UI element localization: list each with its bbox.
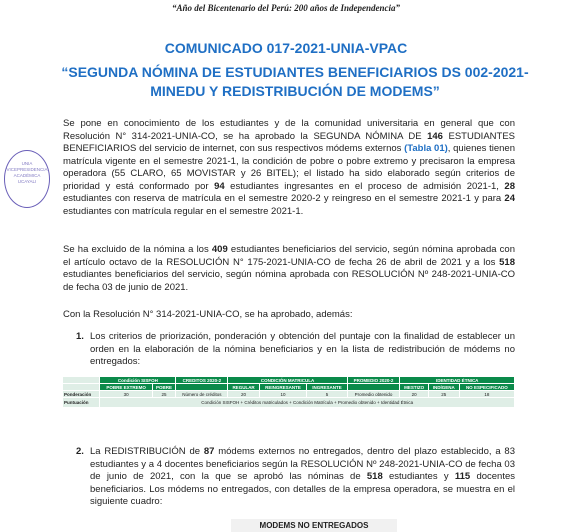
list-item-2 [76,446,516,509]
text: Se pone en conocimiento de los estudiantes y de la comunidad universitaria en general que con Resolución N° 314-2021-UNIA-CO, se ha aprobado la SEGUNDA NÓMINA DE [63,118,515,142]
document-code: COMUNICADO 017-2021-UNIA-VPAC [164,40,408,56]
table-cell: Número de créditos [176,391,228,398]
table-cell: 5 [307,391,347,398]
count-94: 94 [214,180,225,192]
motto-line: “Año del Bicentenario del Perú: 200 años de Independencia” [172,3,400,13]
text: módems externos no entregados, dentro del plazo establecido, a 83 estudiantes y a 4 docentes beneficiarios según la RESOLUCIÓN Nº 248-2021-UNIA-CO de fecha 03 de junio de 2021, con la que se aprobó las nóminas de [90,446,515,482]
text: , quienes tienen matrícula vigente en el semestre 2021-1, la condición de pobre o pobre extremo y precisaron la empresa operadora (55 CLARO, 65 MOVISTAR y 26 BITEL); el listado ha sido elaborado según criterios de prioridad y está conformado por [63,143,515,192]
text: estudiantes y [382,471,455,482]
table-cell: 10 [259,391,307,398]
count-409: 409 [211,244,228,255]
count-518: 518 [366,471,383,482]
table-cell: 18 [459,391,514,398]
table-corner [63,377,100,384]
text: La REDISTRIBUCIÓN de [90,446,204,457]
count-146: 146 [427,130,443,142]
paragraph-1 [63,118,515,218]
table-subheader: REINGRESANTE [259,384,307,391]
text: ESTUDIANTES BENEFICIARIOS del servicio de internet, con sus respectivos módems externos [63,130,515,154]
count-115: 115 [454,471,471,482]
row-label: Puntuación [63,398,100,408]
score-formula: Condición SISFOH + Créditos matriculados + Condición Matrícula + Promedio obtenido + Identidad Étnica [100,398,515,408]
text: estudiantes beneficiarios del servicio, según nómina aprobada con el artículo octavo de la RESOLUCIÓN N° 175-2021-UNIA-CO de fecha 26 de abril de 2021 y a los [63,244,515,268]
count-518: 518 [499,256,515,268]
table-cell: Promedio obtenido [347,391,400,398]
list-item-1 [76,331,515,369]
table-subheader: REGULAR [228,384,259,391]
table-corner [63,384,100,391]
count-28: 28 [504,180,515,192]
table-subheader: POBRE EXTREMO [100,384,152,391]
text: estudiantes beneficiarios del servicio, según nómina aprobada con RESOLUCIÓN Nº 248-2021-UNIA-CO de fecha 03 de junio de 2021. [63,269,515,293]
table-cell: 25 [428,391,459,398]
table-header: IDENTIDAD ÉTNICA [400,377,515,384]
text: estudiantes ingresantes en el proceso de admisión 2021-1, [224,180,505,192]
table-cell: 30 [100,391,152,398]
list-number: 2. [76,446,84,457]
row-label: Ponderación [63,391,100,398]
table-header: CONDICIÓN MATRICULA [228,377,347,384]
table-cell: 20 [400,391,428,398]
count-24: 24 [504,193,515,204]
table-subheader: MESTIZO [400,384,428,391]
table-cell: 25 [152,391,175,398]
table-reference: (Tabla 01) [404,143,448,154]
paragraph-2 [63,244,515,294]
table-header: CREDITOS 2020-2 [176,377,228,384]
list-text: Los criterios de priorización, ponderación y obtención del puntaje con la finalidad de establecer un orden en la elaboración de la nómina beneficiarios y en la lista de redistribución de módems no entregados: [90,331,515,367]
table-cell: 20 [228,391,259,398]
table-subheader: NO ESPECIFICADO [459,384,514,391]
table-subheader [347,384,400,391]
text: Se ha excluido de la nómina a los [63,244,212,255]
text: estudiantes con matrícula regular en el semestre 2021-1. [63,205,304,217]
table-subheader: INDÍGENA [428,384,459,391]
seal-stamp-text: UNIA VICEPRESIDENCIA ACADÉMICA UCAYALI [6,161,48,184]
text: estudiantes con reserva de matrícula en el semestre 2020-2 y reingreso en el semestre 2021-1 y para [63,193,505,204]
list-number: 1. [76,331,84,342]
table-subheader: POBRE [152,384,175,391]
table-subheader: INGRESANTE [307,384,347,391]
modems-table-title: MODEMS NO ENTREGADOS [231,519,397,532]
paragraph-3: Con la Resolución N° 314-2021-UNIA-CO, se ha aprobado, además: [63,309,353,320]
criteria-table [62,376,515,408]
count-87: 87 [203,446,215,457]
document-title: “SEGUNDA NÓMINA DE ESTUDIANTES BENEFICIARIOS DS 002-2021-MINEDU Y REDISTRIBUCIÓN DE MODEMS” [61,64,529,99]
table-header: PROMEDIO 2020-2 [347,377,400,384]
text: docentes beneficiarios. Los módems no entregados, con detalles de la empresa operadora, se muestra en el siguiente cuadro: [90,471,516,507]
table-header: Condición SISFOH [100,377,176,384]
seal-stamp [4,150,50,208]
table-subheader [176,384,228,391]
